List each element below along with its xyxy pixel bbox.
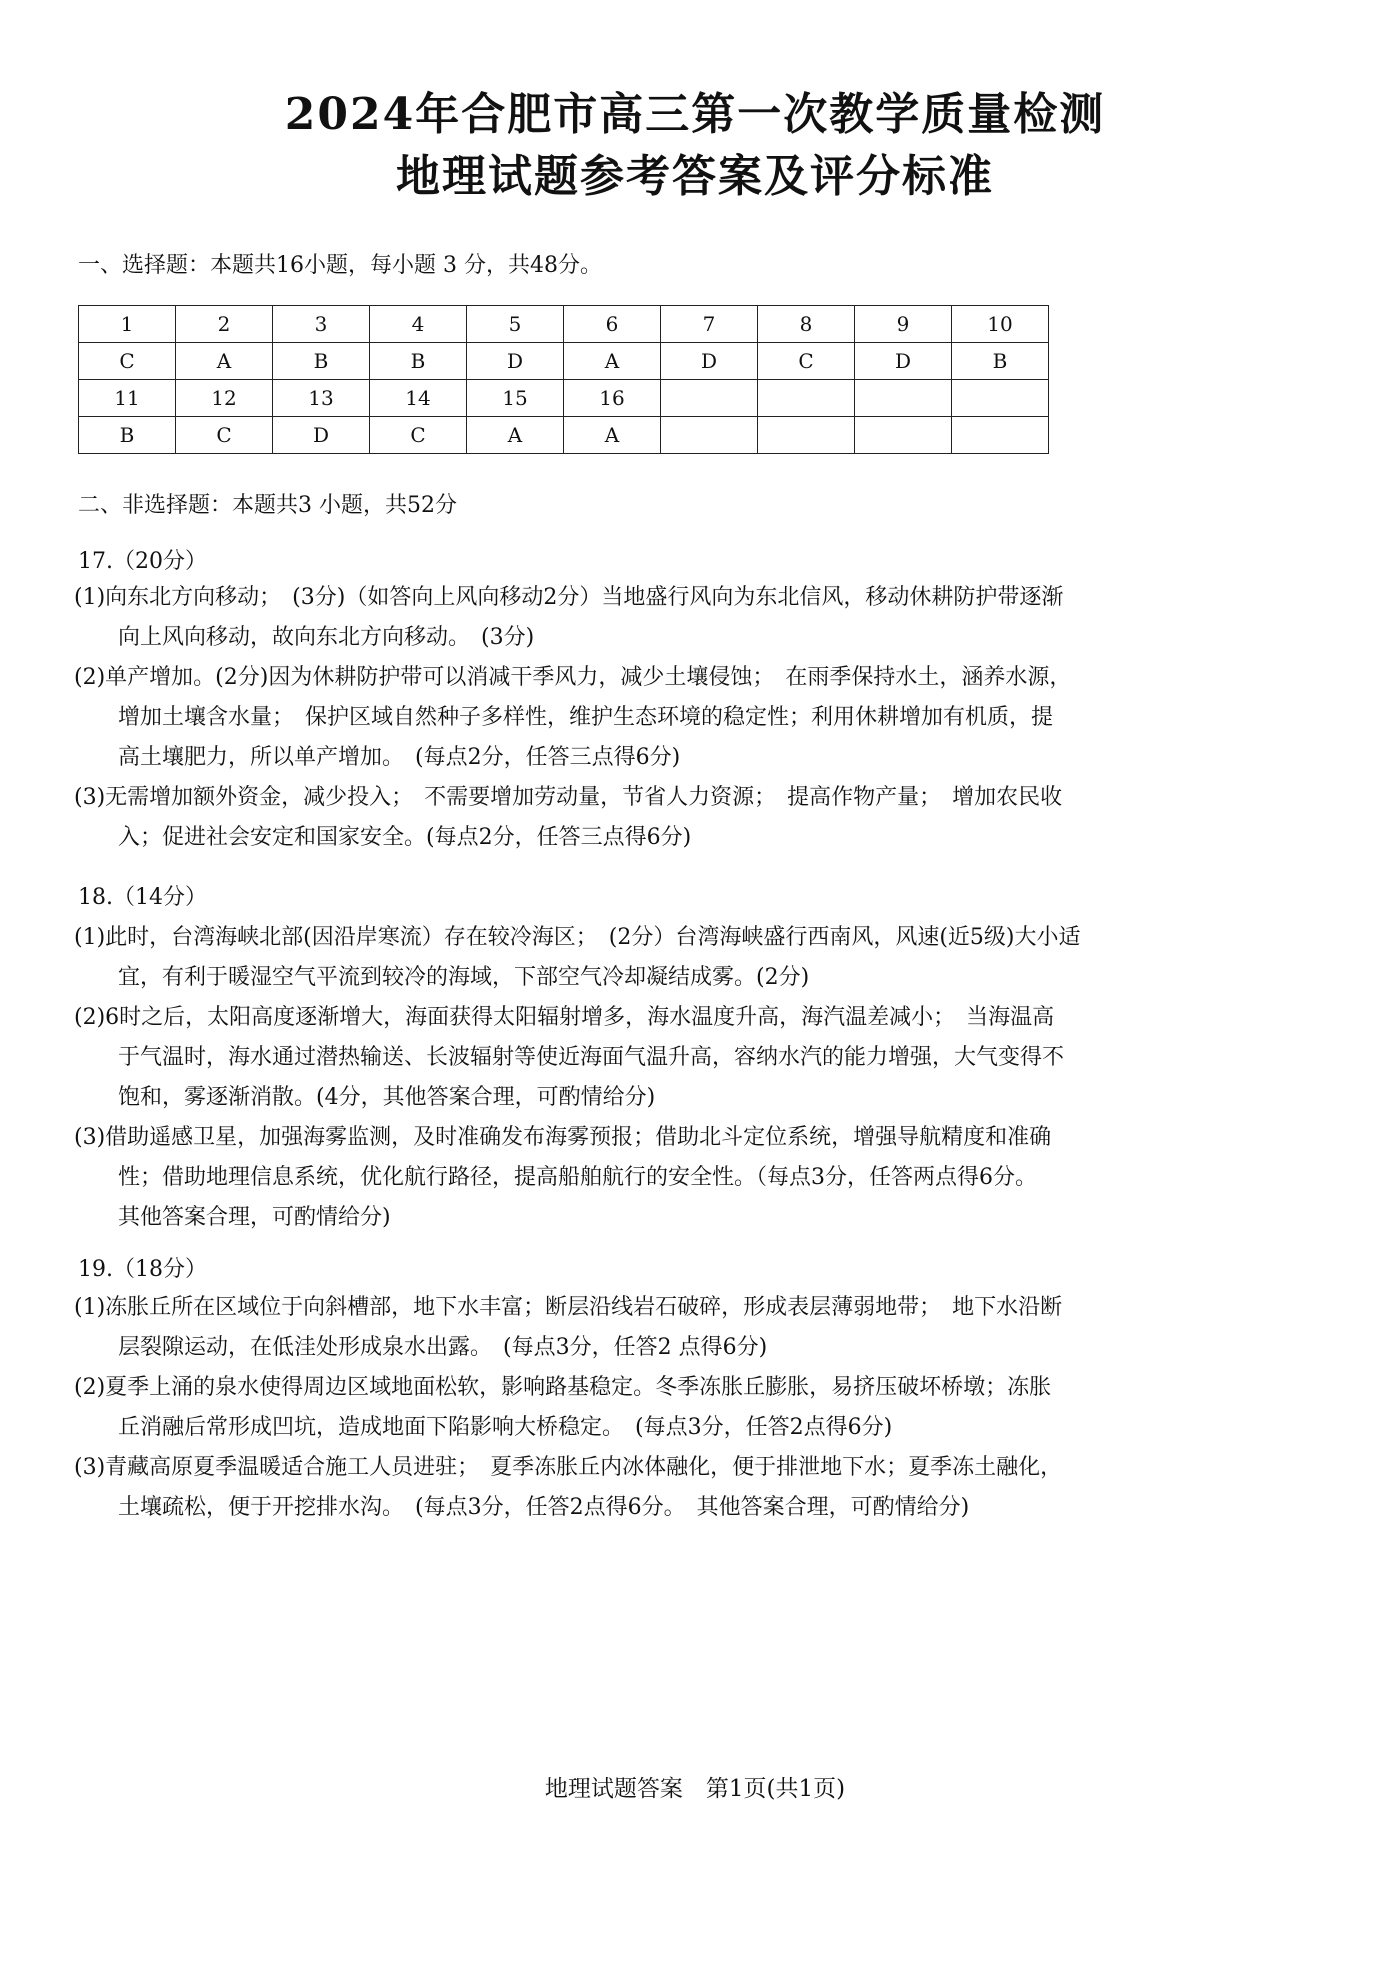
table-cell	[855, 417, 952, 454]
table-cell	[661, 417, 758, 454]
table-cell: C	[79, 343, 176, 380]
q18-answer-1: (1)此时，台湾海峡北部(因沿岸寒流）存在较冷海区； (2分）台湾海峡盛行西南风，风速(近5级)大小适 宜，有利于暖湿空气平流到较冷的海域，下部空气冷却凝结成雾。(2分)	[74, 925, 1081, 990]
table-cell	[661, 380, 758, 417]
table-cell: 6	[564, 306, 661, 343]
q19-answer-2: (2)夏季上涌的泉水使得周边区域地面松软，影响路基稳定。冬季冻胀丘膨胀，易挤压破坏桥墩；冻胀 丘消融后常形成凹坑，造成地面下陷影响大桥稳定。 (每点3分，任答2点得6分)	[74, 1375, 1052, 1440]
q19-answer-3: (3)青藏高原夏季温暖适合施工人员进驻； 夏季冻胀丘内冰体融化，便于排泄地下水；夏季冻土融化， 土壤疏松，便于开挖排水沟。 (每点3分，任答2点得6分。 其他答案合理，可酌情给分)	[74, 1455, 1063, 1520]
q17-heading: 17.（20分）	[78, 549, 207, 574]
table-row	[79, 417, 1049, 454]
table-cell	[952, 417, 1049, 454]
section1-heading: 一、选择题：本题共16小题，每小题 3 分，共48分。	[78, 253, 602, 278]
table-cell: 10	[952, 306, 1049, 343]
table-cell: 2	[176, 306, 273, 343]
table-cell: 8	[758, 306, 855, 343]
q19-heading: 19.（18分）	[78, 1257, 207, 1282]
q17-answer-3: (3)无需增加额外资金，减少投入； 不需要增加劳动量，节省人力资源； 提高作物产量； 增加农民收 入；促进社会安定和国家安全。(每点2分，任答三点得6分)	[74, 785, 1063, 850]
table-cell: 13	[273, 380, 370, 417]
table-cell: 11	[79, 380, 176, 417]
q17-answer-1: (1)向东北方向移动； (3分)（如答向上风向移动2分）当地盛行风向为东北信风，移动休耕防护带逐渐 向上风向移动，故向东北方向移动。 (3分)	[74, 585, 1064, 650]
table-cell: 12	[176, 380, 273, 417]
table-cell: 16	[564, 380, 661, 417]
table-cell: B	[370, 343, 467, 380]
q18-answer-2: (2)6时之后，太阳高度逐渐增大，海面获得太阳辐射增多，海水温度升高，海汽温差减小； 当海温高 于气温时，海水通过潜热输送、长波辐射等使近海面气温升高，容纳水汽的能力增强，大气变得不 饱和，雾逐渐消散。(4分，其他答案合理，可酌情给分)	[74, 1005, 1065, 1110]
page-footer: 地理试题答案 第1页(共1页)	[544, 1776, 846, 1802]
q18-heading: 18.（14分）	[78, 885, 207, 910]
table-cell: B	[952, 343, 1049, 380]
table-cell: 15	[467, 380, 564, 417]
table-cell: D	[661, 343, 758, 380]
table-cell	[952, 380, 1049, 417]
table-cell: 4	[370, 306, 467, 343]
table-cell: 9	[855, 306, 952, 343]
table-cell: D	[855, 343, 952, 380]
table-row	[79, 343, 1049, 380]
table-cell: C	[758, 343, 855, 380]
table-cell: 1	[79, 306, 176, 343]
exam-subtitle: 地理试题参考答案及评分标准	[396, 151, 994, 202]
table-cell: C	[370, 417, 467, 454]
table-cell	[758, 417, 855, 454]
answer-table	[78, 305, 1049, 454]
table-cell: D	[467, 343, 564, 380]
table-cell: B	[79, 417, 176, 454]
table-cell: C	[176, 417, 273, 454]
table-cell: 5	[467, 306, 564, 343]
table-cell: A	[564, 343, 661, 380]
table-cell: A	[564, 417, 661, 454]
table-cell	[758, 380, 855, 417]
table-cell: A	[467, 417, 564, 454]
exam-title: 2024年合肥市高三第一次教学质量检测	[284, 89, 1106, 140]
table-cell: 7	[661, 306, 758, 343]
table-cell: A	[176, 343, 273, 380]
q17-answer-2: (2)单产增加。(2分)因为休耕防护带可以消减干季风力，减少土壤侵蚀； 在雨季保持水土，涵养水源， 增加土壤含水量； 保护区域自然种子多样性，维护生态环境的稳定性；利用休耕增加有机质，提 高土壤肥力，所以单产增加。 (每点2分，任答三点得6分)	[74, 665, 1072, 770]
table-cell: B	[273, 343, 370, 380]
table-cell: 3	[273, 306, 370, 343]
q19-answer-1: (1)冻胀丘所在区域位于向斜槽部，地下水丰富；断层沿线岩石破碎，形成表层薄弱地带； 地下水沿断 层裂隙运动，在低洼处形成泉水出露。 (每点3分，任答2 点得6分)	[74, 1295, 1063, 1360]
table-cell: 14	[370, 380, 467, 417]
table-row	[79, 380, 1049, 417]
q18-answer-3: (3)借助遥感卫星，加强海雾监测，及时准确发布海雾预报；借助北斗定位系统，增强导航精度和准确 性；借助地理信息系统，优化航行路径，提高船舶航行的安全性。（每点3分，任答两点得6分。 其他答案合理，可酌情给分)	[74, 1125, 1052, 1230]
section2-heading: 二、非选择题：本题共3 小题，共52分	[78, 493, 457, 518]
table-row	[79, 306, 1049, 343]
table-cell: D	[273, 417, 370, 454]
table-cell	[855, 380, 952, 417]
